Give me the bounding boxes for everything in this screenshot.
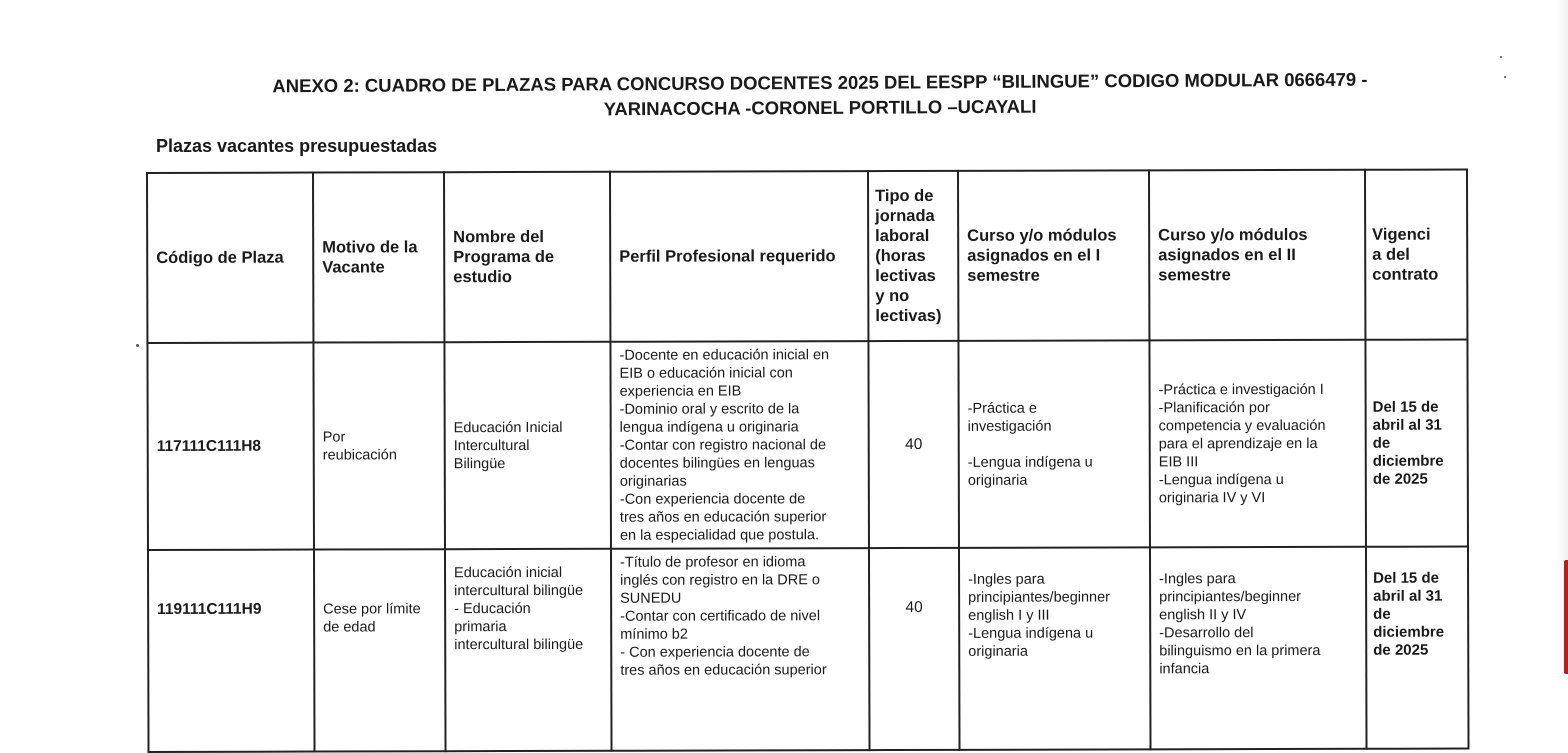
vacancies-table — [146, 169, 1470, 753]
cell-semestre-1: -Ingles para principiantes/beginner english I y III -Lengua indígena u originaria — [959, 547, 1151, 749]
cell-programa: Educación Inicial Intercultural Bilingüe — [444, 342, 611, 549]
cell-codigo: 117111C111H8 — [147, 343, 314, 550]
cell-programa: Educación inicial intercultural bilingüe - Educación primaria intercultural bilingüe — [445, 549, 612, 751]
scan-speck — [1504, 76, 1506, 78]
cell-semestre-2: -Ingles para principiantes/beginner english II y IV -Desarrollo del bilinguismo en la primera infancia — [1150, 547, 1367, 750]
page-edge-mark — [1564, 560, 1568, 674]
scan-speck — [136, 344, 139, 347]
cell-jornada: 40 — [868, 341, 959, 548]
title-line-2: YARINACOCHA -CORONEL PORTILLO –UCAYALI — [603, 95, 1037, 120]
header-perfil: Perfil Profesional requerido — [610, 171, 868, 342]
header-vigencia: Vigenci a del contrato — [1365, 170, 1467, 340]
scan-speck — [1500, 56, 1502, 58]
cell-semestre-1: -Práctica e investigación -Lengua indígena u originaria — [958, 340, 1150, 547]
cell-jornada: 40 — [869, 548, 960, 750]
header-codigo: Código de Plaza — [147, 173, 313, 343]
header-semestre-2: Curso y/o módulos asignados en el II semestre — [1149, 170, 1365, 341]
header-jornada: Tipo de jornada laboral (horas lectivas y no lectivas) — [868, 171, 958, 341]
header-motivo: Motivo de la Vacante — [313, 172, 444, 342]
cell-motivo: Por reubicación — [313, 342, 445, 549]
cell-vigencia: Del 15 de abril al 31 de diciembre de 2025 — [1366, 547, 1469, 749]
title-line-1: ANEXO 2: CUADRO DE PLAZAS PARA CONCURSO DOCENTES 2025 DEL EESPP “BILINGUE” CODIGO MODULAR 0666479 - — [272, 68, 1368, 97]
cell-perfil: -Título de profesor en idioma inglés con registro en la DRE o SUNEDU -Contar con certificado de nivel mínimo b2 - Con experiencia docente de tres años en educación superior — [611, 548, 870, 751]
cell-perfil: -Docente en educación inicial en EIB o educación inicial con experiencia en EIB -Dominio oral y escrito de la lengua indígena u originaria -Contar con registro nacional de docentes bilingües en lenguas originarias -Con experiencia docente de tres años en educación superior en la especialidad que postula. — [610, 341, 869, 549]
table-header-row — [147, 170, 1467, 343]
header-semestre-1: Curso y/o módulos asignados en el I semestre — [958, 170, 1149, 340]
header-programa: Nombre del Programa de estudio — [444, 172, 610, 342]
cell-codigo: 119111C111H9 — [148, 550, 315, 752]
document-title — [150, 66, 1490, 124]
section-subtitle: Plazas vacantes presupuestadas — [156, 136, 438, 156]
cell-vigencia: Del 15 de abril al 31 de diciembre de 2025 — [1365, 340, 1468, 547]
table-row — [148, 547, 1469, 752]
cell-semestre-2: -Práctica e investigación I -Planificación por competencia y evaluación para el aprendizaje en la EIB III -Lengua indígena u originaria IV y VI — [1149, 340, 1366, 548]
cell-motivo: Cese por límite de edad — [314, 549, 446, 751]
table-row — [147, 340, 1468, 550]
